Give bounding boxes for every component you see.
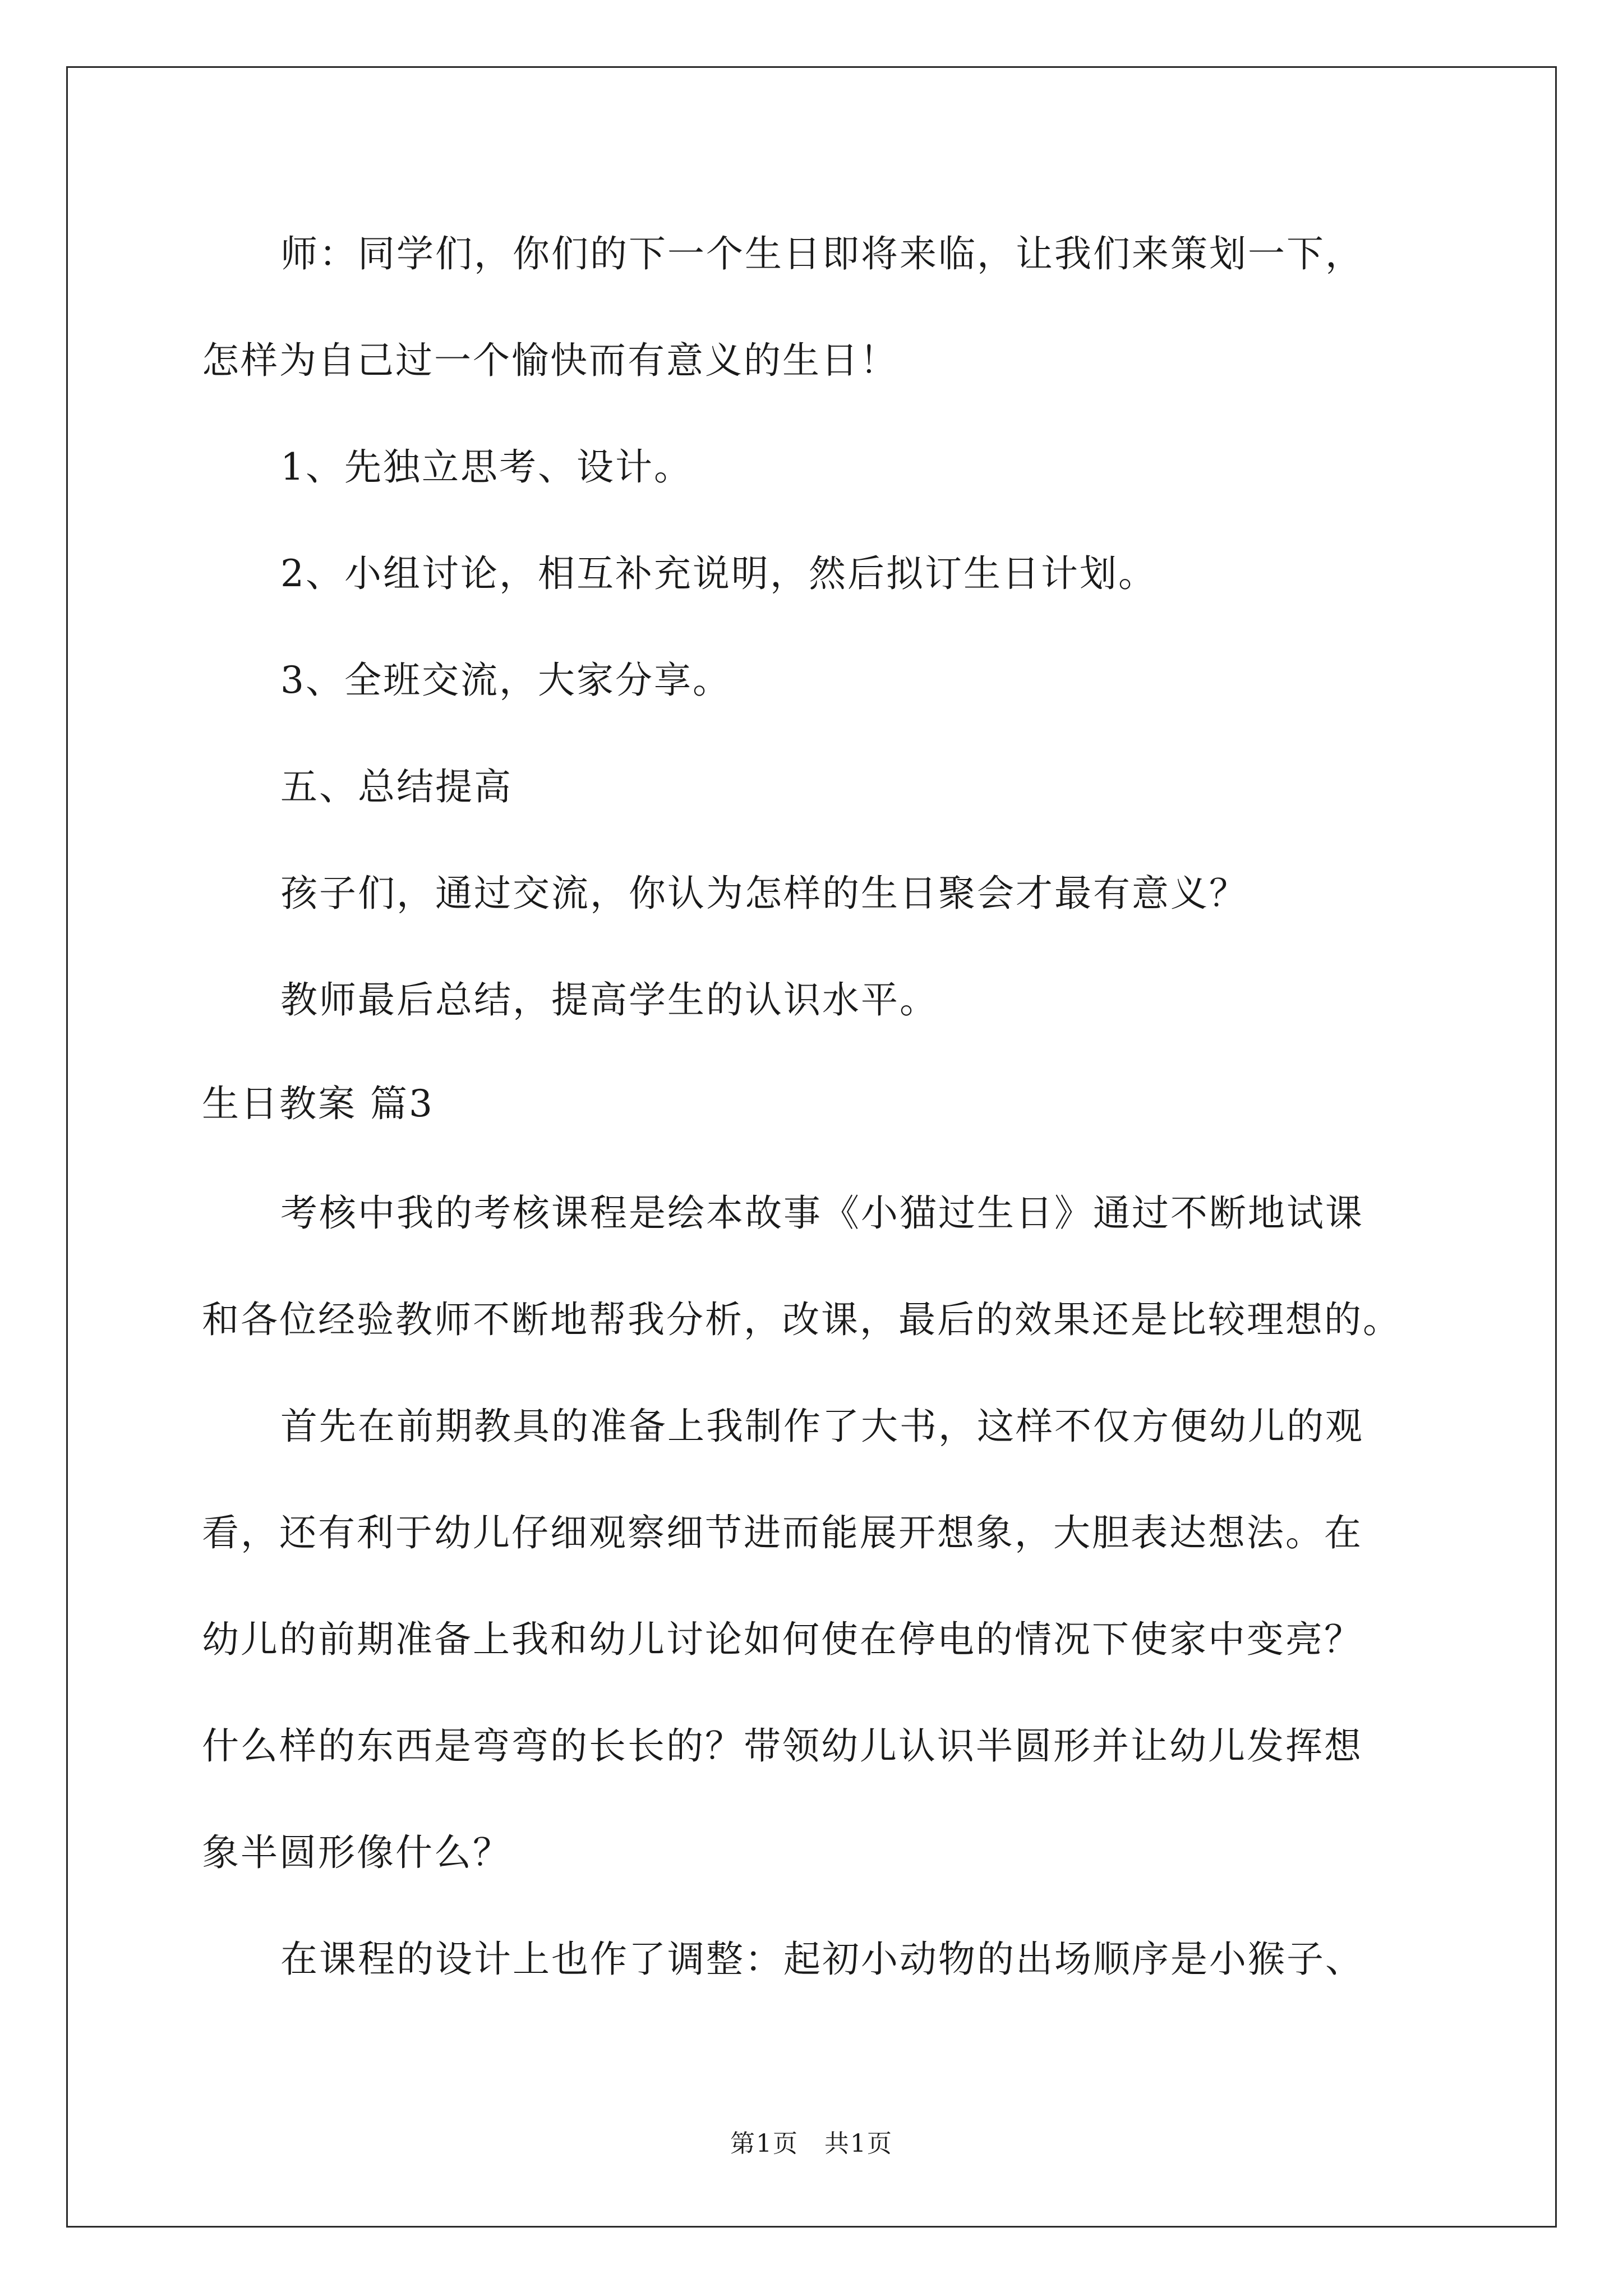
text-line: 考核中我的考核课程是绘本故事《小猫过生日》通过不断地试课 bbox=[280, 1191, 1364, 1235]
text-line: 教师最后总结，提高学生的认识水平。 bbox=[280, 978, 938, 1022]
text-line: 在课程的设计上也作了调整：起初小动物的出场顺序是小猴子、 bbox=[280, 1938, 1364, 1981]
section-heading: 五、总结提高 bbox=[280, 765, 513, 808]
text-line: 象半圆形像什么？ bbox=[202, 1831, 511, 1874]
text-line: 孩子们，通过交流，你认为怎样的生日聚会才最有意义？ bbox=[280, 872, 1248, 915]
text-line: 和各位经验教师不断地帮我分析，改课，最后的效果还是比较理想的。 bbox=[202, 1298, 1401, 1341]
text-line: 首先在前期教具的准备上我制作了大书，这样不仅方便幼儿的观 bbox=[280, 1405, 1364, 1448]
text-line: 什么样的东西是弯弯的长长的？带领幼儿认识半圆形并让幼儿发挥想 bbox=[202, 1724, 1363, 1768]
page-border bbox=[66, 66, 1557, 2228]
text-line: 2、小组讨论，相互补充说明，然后拟订生日计划。 bbox=[280, 552, 1157, 595]
page-footer: 第1页 共1页 bbox=[730, 2129, 893, 2158]
text-line: 1、先独立思考、设计。 bbox=[280, 445, 693, 489]
text-line: 3、全班交流，大家分享。 bbox=[280, 659, 731, 702]
article-heading: 生日教案 篇3 bbox=[202, 1082, 434, 1125]
text-line: 师：同学们，你们的下一个生日即将来临，让我们来策划一下， bbox=[280, 232, 1364, 275]
text-line: 怎样为自己过一个愉快而有意义的生日！ bbox=[202, 339, 898, 382]
text-line: 看，还有利于幼儿仔细观察细节进而能展开想象，大胆表达想法。在 bbox=[202, 1511, 1363, 1554]
text-line: 幼儿的前期准备上我和幼儿讨论如何使在停电的情况下使家中变亮？ bbox=[202, 1618, 1363, 1661]
